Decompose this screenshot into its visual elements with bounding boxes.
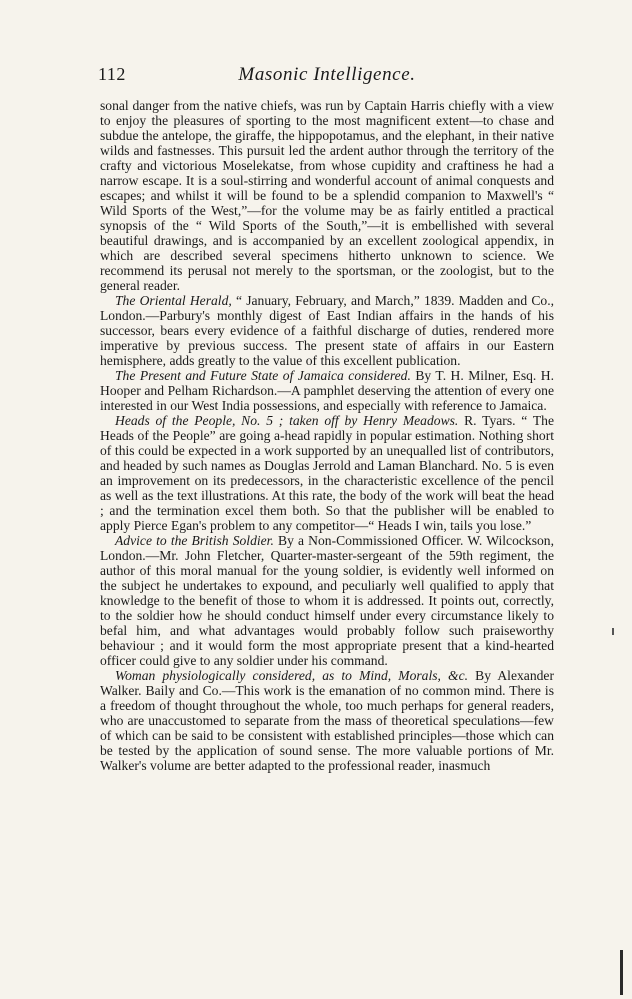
paragraph-text: “ January, February, and March,” 1839. Madden and Co., London.—Parbury's monthly digest of East Indian affairs in the hands of his successor, bears every evidence of a faithful discharge of duties, rendered more imperative by previous success. The present state of affairs in our Eastern hemisphere, adds greatly to the value of this excellent publication. <box>100 293 554 368</box>
italic-title: Advice to the British Soldier. <box>115 533 274 548</box>
paragraph <box>100 98 554 293</box>
paragraph-text: sonal danger from the native chiefs, was run by Captain Harris chiefly with a view to enjoy the pleasures of sporting to the most magnificent extent—to chase and subdue the antelope, the giraffe, the hippopotamus, and the elephant, in their native wilds and fastnesses. This pursuit led the ardent author through the territory of the crafty and victorious Moselekatse, from whose cupidity and craftiness he had a narrow escape. It is a soul-stirring and wonderful account of animal conquests and escapes; and whilst it will be found to be a splendid companion to Maxwell's “ Wild Sports of the West,”—for the volume may be as fairly entitled a practical synopsis of the “ Wild Sports of the South,”—it is embellished with several beautiful drawings, and is accompanied by an excellent zoological appendix, in which are described several specimens hitherto unknown to science. We recommend its perusal not merely to the sportsman, or the zoologist, but to the general reader. <box>100 98 554 293</box>
paragraph-text: By T. H. Milner, Esq. H. Hooper and Pelham Richardson.—A pamphlet deserving the attention of every one interested in our West India possessions, and especially with reference to Jamaica. <box>100 368 554 413</box>
margin-mark-small <box>612 628 614 635</box>
italic-title: The Oriental Herald, <box>115 293 232 308</box>
paragraph <box>100 533 554 668</box>
page-number: 112 <box>98 64 126 84</box>
body-text <box>100 98 554 773</box>
paragraph <box>100 413 554 533</box>
paragraph-text: R. Tyars. “ The Heads of the People” are going a-head rapidly in popular estimation. Nothing short of this could be expected in a work supported by an unequalled list of contributors, and headed by such names as Douglas Jerrold and Laman Blanchard. No. 5 is even an improvement on its predecessors, in the characteristic excellence of the pencil as well as the text illustrations. At this rate, the body of the work will beat the head ; and the termination excel them both. So that the publisher will be enabled to apply Pierce Egan's problem to any competitor—“ Heads I win, tails you lose.” <box>100 413 554 533</box>
italic-title: The Present and Future State of Jamaica considered. <box>115 368 411 383</box>
paragraph-text: By Alexander Walker. Baily and Co.—This work is the emanation of no common mind. There is a freedom of thought throughout the whole, too much perhaps for general readers, who are unaccustomed to separate from the mass of theoretical speculations—few of which can be said to be consistent with established principles—those which can be tested by the application of sound sense. The more valuable portions of Mr. Walker's volume are better adapted to the professional reader, inasmuch <box>100 668 554 773</box>
paragraph <box>100 368 554 413</box>
paragraph-text: By a Non-Commissioned Officer. W. Wilcockson, London.—Mr. John Fletcher, Quarter-master-sergeant of the 59th regiment, the author of this moral manual for the young soldier, is evidently well informed on the subject he undertakes to expound, and peculiarly well qualified to apply that knowledge to the benefit of those to whom it is addressed. It points out, correctly, to the soldier how he should conduct himself under every circumstance likely to befal him, and what advantages would probably follow such praiseworthy behaviour ; and it would form the most appropriate present that a kind-hearted officer could give to any soldier under his command. <box>100 533 554 668</box>
italic-title: Heads of the People, No. 5 ; taken off by Henry Meadows. <box>115 413 459 428</box>
page-header <box>98 64 556 90</box>
running-head: Masonic Intelligence. <box>238 64 416 85</box>
margin-mark-edge <box>620 950 623 995</box>
paragraph <box>100 293 554 368</box>
paragraph <box>100 668 554 773</box>
italic-title: Woman physiologically considered, as to Mind, Morals, &c. <box>115 668 469 683</box>
